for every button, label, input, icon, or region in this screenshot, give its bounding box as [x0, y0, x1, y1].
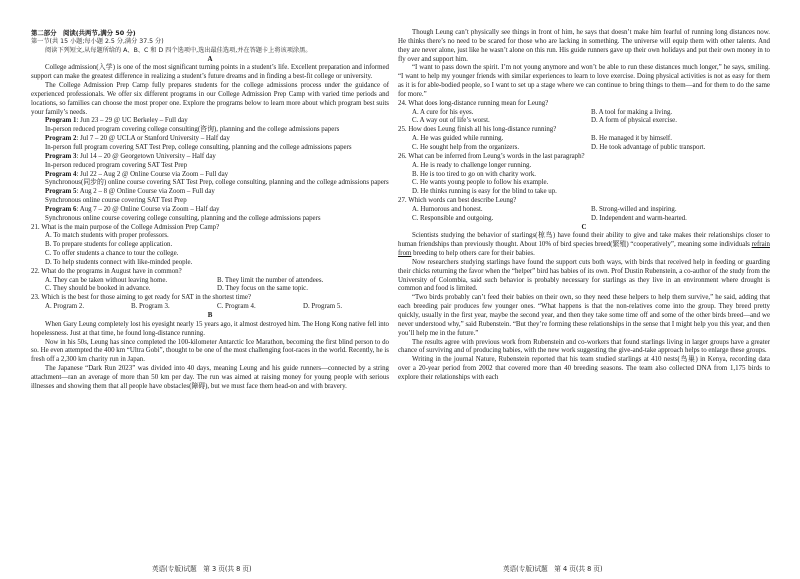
- passage-b-para-3: The Japanese “Dark Run 2023” was divided into 40 days, meaning Leung and his guide runners—connected by a string attachment—ran an average of more than 50 km per day. The run was aimed at raising money for young people with serious illnesses and showing them that all people have obstacles(障碍), but we must face them head-on and with bravery.: [31, 365, 389, 390]
- program-6-desc: Synchronous online course covering college consulting, planning and the college admissions papers: [45, 214, 321, 222]
- page-footer-left: 英语(专版)试题 第 3 页(共 8 页): [152, 565, 252, 573]
- question-27-options: [398, 206, 770, 224]
- program-2-title: [31, 135, 389, 144]
- program-list: [31, 117, 389, 223]
- question-21-option-c[interactable]: C. To offer students a chance to tour the college.: [45, 250, 179, 258]
- program-1-head: Program 1: [45, 117, 77, 125]
- question-22-options: [31, 277, 389, 295]
- section-subtitle: 第一节(共 15 小题;每小题 2.5 分,满分 37.5 分): [31, 37, 164, 45]
- question-22-option-a[interactable]: A. They can be taken without leaving home.: [45, 276, 168, 284]
- program-2-desc: In-person full program covering SAT Test Prep, college consulting, planning and the college admissions papers: [45, 143, 352, 151]
- program-1-title: [31, 117, 389, 126]
- program-2-when: : Jul 7 – 20 @ UCLA or Stanford University – Half day: [76, 135, 230, 143]
- question-23: [31, 294, 389, 312]
- question-24-options: [398, 109, 770, 127]
- passage-c-para-3: “Two birds probably can’t feed their babies on their own, so they need these helpers to help them survive,” he said, adding that each breeding pair produces few younger ones. “What happens is that the non-relatives come into the group. They breed pretty quickly, usually in the first year, maybe the second year, and then they take some time off and some of the other birds breed—and we never understood why,” said Rubenstein. “But they’re forming these relationships in the sense that I might help you this year, and then you’ll help me in the future.”: [398, 294, 770, 337]
- passage-c-letter: C: [581, 223, 587, 231]
- section-title: 第二部分 阅读(共两节,满分 50 分): [31, 29, 136, 37]
- question-23-option-d[interactable]: D. Program 5.: [303, 303, 343, 311]
- program-5-desc: Synchronous online course covering SAT Test Prep: [45, 197, 187, 205]
- passage-c-para-1-after: breeding to help others care for their babies.: [411, 250, 535, 258]
- passage-b-para-4: Though Leung can’t physically see things in front of him, he says that doesn’t make him fearful of running long distances now. He thinks there’s no need to be scared for those who are lacking in something. The universe will equip them with other talents. And they are never alone, just like he wasn’t alone on this run. His guide runners gave up their own holidays and put their own money in to fly over and support him.: [398, 29, 770, 63]
- question-22-option-b[interactable]: B. They limit the number of attendees.: [217, 276, 324, 284]
- program-5-title: [31, 188, 389, 197]
- question-22-stem: 22. What do the programs in August have in common?: [31, 267, 182, 275]
- program-1-when: : Jun 23 – 29 @ UC Berkeley – Full day: [76, 117, 188, 125]
- passage-c-para-5: Writing in the journal Nature, Rubenstein reported that his team studied starlings at 410 nests(鸟巢) in Kenya, recording data over a 20-year period from 2002 that covered more than 40 breeding seasons. The team also collected DNA from 1,175 birds to explore their relationships with each: [398, 356, 770, 381]
- passage-a-intro-1: College admission(入学) is one of the most significant turning points in a student’s life. Excellent preparation and informed support can make the greatest difference in realizing a student’s future dreams and in finding a best-fit college or university.: [31, 64, 389, 81]
- question-25-option-d[interactable]: D. He took advantage of public transport.: [591, 143, 706, 151]
- question-25-options: [398, 135, 770, 153]
- question-27-stem: 27. Which words can best describe Leung?: [398, 197, 517, 205]
- question-27-option-c[interactable]: C. Responsible and outgoing.: [412, 214, 494, 222]
- question-21-option-b[interactable]: B. To prepare students for college application.: [45, 241, 173, 249]
- question-26: [398, 153, 770, 197]
- passage-c-para-1: [398, 232, 770, 259]
- question-25-stem: 25. How does Leung finish all his long-distance running?: [398, 126, 557, 134]
- question-25: [398, 126, 770, 153]
- page-footer-right: 英语(专版)试题 第 4 页(共 8 页): [503, 565, 603, 573]
- passage-c-para-1-before: Scientists studying the behavior of starlings(椋鸟) have found their ability to give and take makes their relationships closer to human friendships than previously thought. About 10% of bird species breed(繁殖) “cooperatively”, meaning some individuals: [398, 232, 770, 249]
- question-24-option-b[interactable]: B. A tool for making a living.: [591, 108, 673, 116]
- passage-c-underlined-phrase: refrain from: [398, 241, 770, 258]
- question-27-option-d[interactable]: D. Independent and warm-hearted.: [591, 214, 687, 222]
- program-4-when: : Jul 22 – Aug 2 @ Online Course via Zoom – Full day: [76, 170, 229, 178]
- question-24: [398, 100, 770, 127]
- passage-b-para-5: “I want to pass down the spirit. I’m not young anymore and won’t be able to run these distances much longer,” he says, smiling. “I want to help my younger friends with similar experiences to learn to love exercise. Doing physical activities is not as easy for them as it is for able-bodied people, so I want to set up a stage where we can continue to bring things to them—and for them to do the same for more.”: [398, 64, 770, 98]
- program-5-head: Program 5: [45, 188, 77, 196]
- question-26-option-c[interactable]: C. He wants young people to follow his example.: [412, 179, 549, 187]
- question-22-option-c[interactable]: C. They should be booked in advance.: [45, 285, 151, 293]
- question-21-option-a[interactable]: A. To match students with proper professors.: [45, 232, 169, 240]
- question-23-options: [31, 303, 389, 312]
- question-24-option-c[interactable]: C. A way out of life’s worst.: [412, 117, 490, 125]
- passage-c-para-4: The results agree with previous work from Rubenstein and co-workers that found starlings living in larger groups have a greater chance of surviving and of producing babies, with the new work suggesting the give-and-take approach helps to enlarge these groups.: [398, 338, 770, 355]
- passage-c-para-2: Now researchers studying starlings have found the support cuts both ways, with birds that received help in feeding or guarding their chicks returning the favor when the “helper” bird has babies of its own. Prof Dustin Rubenstein, a co-author of the study from the University of Colombia, said such behavior is probably necessary for starlings as they live in an environment where drought is common and food is limited.: [398, 258, 770, 293]
- passage-b-para-1: When Gary Leung completely lost his eyesight nearly 15 years ago, it almost destroyed him. The Hong Kong native fell into hopelessness. Just at that time, he found long-distance running.: [31, 320, 389, 337]
- question-26-stem: 26. What can be inferred from Leung’s words in the last paragraph?: [398, 152, 585, 160]
- question-21-option-d[interactable]: D. To help students connect with like-minded people.: [45, 258, 193, 266]
- question-24-option-a[interactable]: A. A cure for his eyes.: [412, 108, 474, 116]
- left-column: [31, 29, 389, 559]
- passage-b-letter: B: [207, 312, 213, 319]
- question-23-stem: 23. Which is the best for those aiming to get ready for SAT in the shortest time?: [31, 294, 252, 302]
- program-1-desc: In-person reduced program covering college consulting(咨询), planning and the college admissions papers: [45, 126, 340, 134]
- program-6-when: : Aug 7 – 20 @ Online Course via Zoom – Half day: [76, 205, 220, 213]
- question-23-option-c[interactable]: C. Program 4.: [217, 303, 256, 311]
- program-4-head: Program 4: [45, 170, 77, 178]
- right-column: [398, 29, 770, 559]
- question-27-option-b[interactable]: B. Strong-willed and inspiring.: [591, 205, 677, 213]
- program-3-when: : Jul 14 – 20 @ Georgetown University – Half day: [76, 152, 216, 160]
- question-26-option-b[interactable]: B. He is too tired to go on with charity work.: [412, 170, 537, 178]
- program-4-desc: Synchronous(同步的) online course covering SAT Test Prep, college consulting, planning and the college admissions papers: [45, 179, 389, 187]
- question-21: [31, 224, 389, 268]
- question-21-stem: 21. What is the main purpose of the College Admission Prep Camp?: [31, 223, 220, 231]
- program-6-head: Program 6: [45, 205, 77, 213]
- program-3-head: Program 3: [45, 152, 77, 160]
- question-27-option-a[interactable]: A. Humorous and honest.: [412, 205, 483, 213]
- question-25-option-b[interactable]: B. He managed it by himself.: [591, 135, 672, 143]
- passage-b-para-2: Now in his 50s, Leung has since completed the 100-kilometer Antarctic Ice Marathon, becoming the first blind person to do so. He even attempted the 400 km “Ultra Gobi”, thought to be one of the most challenging foot-races in the world. Recently, he is fresh off a 2,300 km charity run in Japan.: [31, 338, 389, 364]
- question-24-stem: 24. What does long-distance running mean for Leung?: [398, 99, 549, 107]
- program-6-title: [31, 206, 389, 215]
- question-22: [31, 268, 389, 295]
- question-24-option-d[interactable]: D. A form of physical exercise.: [591, 117, 677, 125]
- question-26-option-a[interactable]: A. He is ready to challenge longer running.: [412, 161, 532, 169]
- passage-a-letter: A: [207, 55, 213, 63]
- program-5-when: : Aug 2 – 8 @ Online Course via Zoom – Full day: [76, 188, 215, 196]
- program-3-desc: In-person reduced program covering SAT Test Prep: [45, 161, 188, 169]
- question-23-option-a[interactable]: A. Program 2.: [45, 303, 85, 311]
- passage-a-intro-2: The College Admission Prep Camp fully prepares students for the college admissions process under the guidance of experienced professionals. We offer six different programs in our College Admission Prep Camp with varied time periods and locations, so families can choose the most proper one. Explore the programs below to learn more about which program best suits your family’s needs.: [31, 82, 389, 116]
- question-27: [398, 197, 770, 224]
- program-2-head: Program 2: [45, 135, 77, 143]
- section-instructions: 阅读下列短文,从每题所给的 A、B、C 和 D 四个选项中,选出最佳选项,并在答题卡上将该项涂黑。: [45, 46, 312, 54]
- question-26-option-d[interactable]: D. He thinks running is easy for the blind to take up.: [412, 188, 557, 196]
- question-25-option-c[interactable]: C. He sought help from the organizers.: [412, 143, 520, 151]
- question-22-option-d[interactable]: D. They focus on the same topic.: [217, 285, 308, 293]
- program-3-title: [31, 153, 389, 162]
- question-25-option-a[interactable]: A. He was guided while running.: [412, 135, 504, 143]
- question-23-option-b[interactable]: B. Program 3.: [131, 303, 170, 311]
